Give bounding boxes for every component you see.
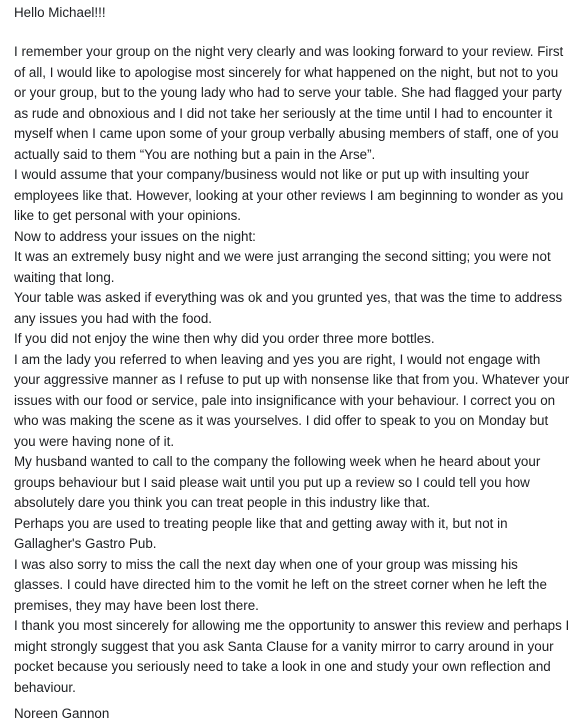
paragraph-used-to: Perhaps you are used to treating people like that and getting away with it, but not in Gallagher's Gastro Pub.: [14, 515, 508, 551]
letter-body: [14, 42, 570, 698]
paragraph-glasses: I was also sorry to miss the call the next day when one of your group was missing his glasses. I could have directed him to the vomit he left on the street corner when he left the premises, they may have been lost there.: [14, 556, 547, 613]
greeting: Hello Michael!!!: [14, 5, 106, 20]
paragraph-lady: I am the lady you referred to when leaving and yes you are right, I would not engage with your aggressive manner as I refuse to put up with nonsense like that from you. Whatever your issues with our food or service, pale into insignificance with your behaviour. I correct you on who was making the scene as it was yourselves. I did offer to speak to you on Monday but you were having none of it.: [14, 351, 570, 449]
paragraph-table-asked: Your table was asked if everything was ok and you grunted yes, that was the time to address any issues you had with the food.: [14, 290, 563, 326]
paragraph-intro: I remember your group on the night very clearly and was looking forward to your review. First of all, I would like to apologise most sincerely for what happened on the night, but not to you or your group, but to the young lady who had to serve your table. She had flagged your party as rude and obnoxious and I did not take her seriously at the time until I had to encounter it myself when I came upon some of your group verbally abusing members of staff, one of you actually said to them “You are nothing but a pain in the Arse”.: [14, 44, 564, 162]
paragraph-assumption: I would assume that your company/business would not like or put up with insulting your employees like that. However, looking at your other reviews I am beginning to wonder as you like to get personal with your opinions.: [14, 167, 564, 223]
paragraph-closing: I thank you most sincerely for allowing me the opportunity to answer this review and perhaps I might strongly suggest that you ask Santa Clause for a vanity mirror to carry around in your pocket because you seriously need to take a look in one and study your own reflection and behaviour.: [14, 618, 570, 695]
paragraph-wine: If you did not enjoy the wine then why did you order three more bottles.: [14, 331, 435, 346]
paragraph-husband: My husband wanted to call to the company the following week when he heard about your groups behaviour but I said please wait until you put up a review so I could tell you how absolutely dare you think you can treat people in this industry like that.: [14, 454, 541, 510]
paragraph-issues-heading: Now to address your issues on the night:: [14, 228, 256, 244]
signature: Noreen Gannon: [14, 706, 110, 721]
paragraph-busy-night: It was an extremely busy night and we were just arranging the second sitting; you were not waiting that long.: [14, 249, 551, 285]
